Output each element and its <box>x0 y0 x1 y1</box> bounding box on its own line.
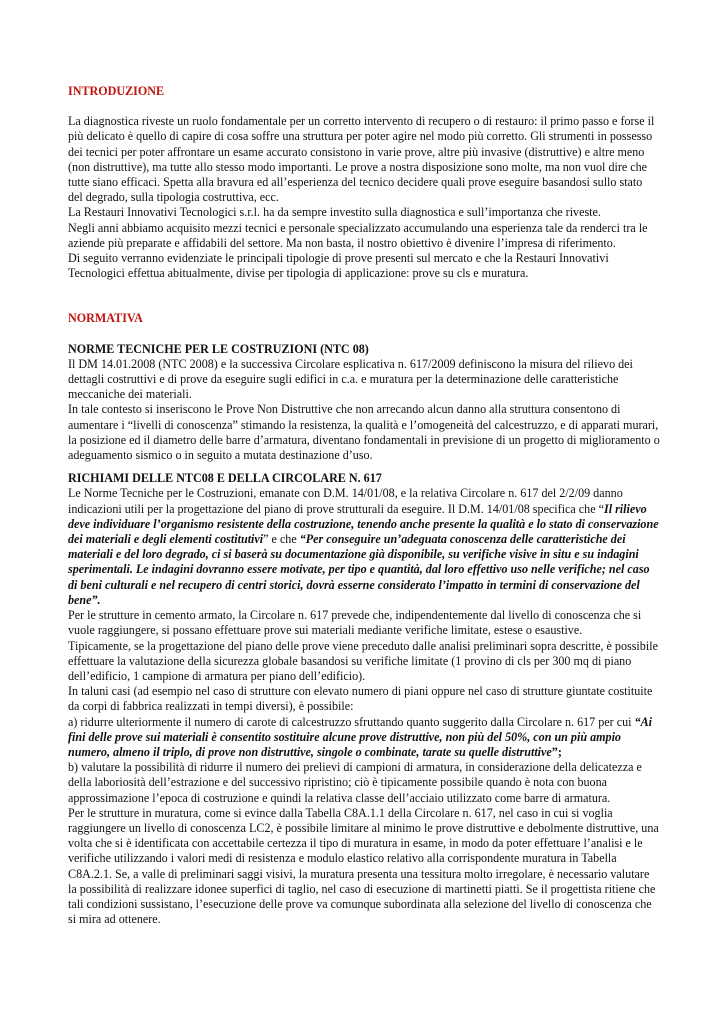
intro-heading: INTRODUZIONE <box>68 84 165 98</box>
richiami-heading: RICHIAMI DELLE NTC08 E DELLA CIRCOLARE N. 617 <box>68 471 382 486</box>
richiami-intro-text: Le Norme Tecniche per le Costruzioni, emanate con D.M. 14/01/08, e la relativa Circolare n. 617 del 2/2/09 danno indicazioni utili per la progettazione del piano di prove strutturali da eseguire. Il D.M. 14/01/08 specifica che “ <box>68 486 623 516</box>
richiami-paragraph-2: Per le strutture in cemento armato, la Circolare n. 617 prevede che, indipendentemente dal livello di conoscenza che si vuole raggiungere, si possano effettuare prove sui materiali mediante verifiche limitate, estese o esaustive. <box>68 608 642 638</box>
richiami-paragraph-4: In taluni casi (ad esempio nel caso di strutture con elevato numero di piani oppure nel caso di strutture giuntate costituite da corpi di fabbrica realizzati in tempi diversi), è possibile: <box>68 684 653 714</box>
richiami-item-a <box>68 715 660 761</box>
ntc-paragraph-2: In tale contesto si inseriscono le Prove Non Distruttive che non arrecando alcun danno alla struttura consentono di aumentare i “livelli di conoscenza” stimando la resistenza, la qualità e l’omogeneità del calcestruzzo, e di apparati murari, la posizione ed il diametro delle barre d’armatura, diventano fondamentali in previsione di un progetto di miglioramento o adeguamento sismico o in seguito a mutata destinazione d’uso. <box>68 402 660 463</box>
document-page <box>68 84 660 927</box>
intro-paragraph-2: La Restauri Innovativi Tecnologici s.r.l. ha da sempre investito sulla diagnostica e sull’importanza che riveste. <box>68 205 601 220</box>
normativa-heading: NORMATIVA <box>68 311 143 326</box>
richiami-item-b: b) valutare la possibilità di ridurre il numero dei prelievi di campioni di armatura, in considerazione della delicatezza e della laboriosità dell’estrazione e del successivo ripristino; ciò è tipicamente possibile quando è nota con buona approssimazione l’epoca di costruzione e quindi la relativa classe dell’acciaio utilizzato come barre di armatura. <box>68 760 642 805</box>
richiami-paragraph-3: Tipicamente, se la progettazione del piano delle prove viene preceduto dalle analisi preliminari sopra descritte, è possibile effettuare la valutazione della sicurezza globale basandosi su verifiche limitate (1 provino di cls per 300 mq di piano dell’edificio, 1 campione di armatura per piano dell’edificio). <box>68 638 658 683</box>
ntc-paragraph-1: Il DM 14.01.2008 (NTC 2008) e la successiva Circolare esplicativa n. 617/2009 definiscono la misura del rilievo dei dettagli costruttivi e di prove da eseguire sugli edifici in c.a. e muratura per la determinazione delle caratteristiche meccaniche dei materiali. <box>68 356 633 402</box>
richiami-mid-text: ” e che <box>263 532 300 547</box>
intro-paragraph-3: Negli anni abbiamo acquisito mezzi tecnici e personale specializzato accumulando una esperienza tale da renderci tra le aziende più preparate e affidabili del settore. Ma non basta, il nostro obiettivo è divenire l’impresa di riferimento. <box>68 220 648 250</box>
ntc-heading: NORME TECNICHE PER LE COSTRUZIONI (NTC 08) <box>68 341 369 356</box>
richiami-paragraph-5: Per le strutture in muratura, come si evince dalla Tabella C8A.1.1 della Circolare n. 617, nel caso in cui si voglia raggiungere un livello di conoscenza LC2, è possibile limitare al minimo le prove distruttive e debolmente distruttive, una volta che si è identificata con accettabile certezza il tipo di muratura in esame, in modo da poter effettuare l’analisi e le verifiche utilizzando i valori medi di resistenza e modulo elastico relativo alla corrispondente muratura in Tabella C8A.2.1. Se, a valle di preliminari saggi visivi, la muratura presenta una tessitura molto irregolare, è necessario valutare la possibilità di realizzare idonee superfici di taglio, nel caso di esecuzione di martinetti piatti. Se il progettista ritiene che tali condizioni sussistano, l’esecuzione delle prove va comunque subordinata alla selezione del livello di conoscenza che si mira ad ottenere. <box>68 805 659 927</box>
richiami-paragraph-1 <box>68 486 660 608</box>
intro-paragraph-4: Di seguito verranno evidenziate le principali tipologie di prove presenti sul mercato e che la Restauri Innovativi Tecnologici effettua abitualmente, divise per tipologia di applicazione: prove su cls e muratura. <box>68 251 609 281</box>
richiami-quote-1: Il rilievo deve individuare l’organismo resistente della costruzione, tenendo anche presente la qualità e lo stato di conservazione dei materiali e degli elementi costitutivi <box>68 501 659 547</box>
intro-paragraph-1: La diagnostica riveste un ruolo fondamentale per un corretto intervento di recupero o di restauro: il primo passo e forse il più delicato è quello di capire di cosa soffre una struttura per poter agire nel modo più corretto. Gli strumenti in possesso dei tecnici per poter affrontare un esame accurato consistono in varie prove, altre più invasive (distruttive) e altre meno (non distruttive), ma tutte allo stesso modo importanti. Le prove a nostra disposizione sono molte, ma non vuol dire che tutte siano efficaci. Spetta alla bravura ed all’esperienza del tecnico decidere quali prove eseguire basandosi sullo stato del degrado, sulla tipologia costruttiva, ecc. <box>68 114 655 205</box>
item-a-end: ”; <box>551 744 562 759</box>
item-a-text: a) ridurre ulteriormente il numero di carote di calcestruzzo sfruttando quanto suggerito dalla Circolare n. 617 per cui <box>68 714 635 729</box>
richiami-quote-2: “Per conseguire un’adeguata conoscenza delle caratteristiche dei materiali e del loro degrado, ci si baserà su documentazione già disponibile, su verifiche visive in situ e su indagini sperimentali. Le indagini dovranno essere motivate, per tipo e quantità, dal loro effettivo uso nelle verifiche; nel caso di beni culturali e nel recupero di centri storici, dovrà esserne considerato l’impatto in termini di conservazione del bene”. <box>68 532 650 607</box>
item-a-quote: “Ai fini delle prove sui materiali è consentito sostituire alcune prove distruttive, non più del 50%, con un più ampio numero, almeno il triplo, di prove non distruttive, singole o combinate, tarate su quelle distruttive <box>68 714 653 759</box>
